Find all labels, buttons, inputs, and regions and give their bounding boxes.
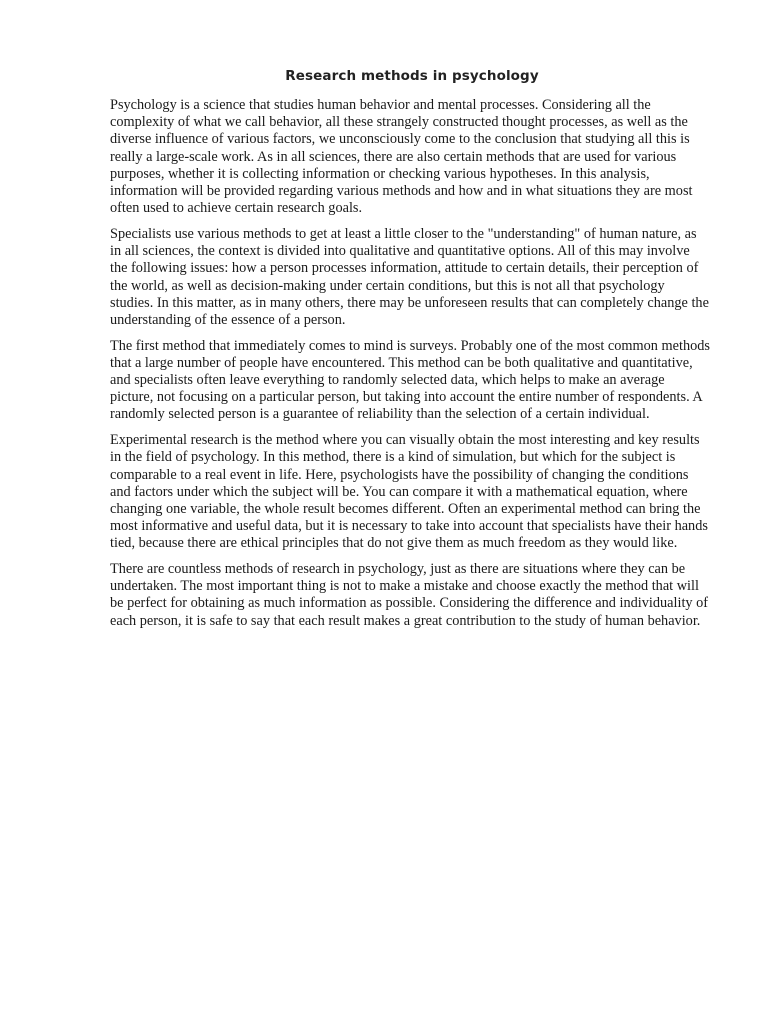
document-title: Research methods in psychology: [285, 68, 539, 84]
paragraph-specialists: Specialists use various methods to get at least a little closer to the "understanding" of human nature, as in all sciences, the context is divided into qualitative and quantitative options. All of this may involve the following issues: how a person processes information, attitude to certain details, their perception of the world, as well as decision-making under certain conditions, but this is not all that psychology studies. In this matter, as in many others, there may be unforeseen results that can completely change the understanding of the essence of a person.: [110, 225, 709, 328]
paragraph-surveys: The first method that immediately comes to mind is surveys. Probably one of the most common methods that a large number of people have encountered. This method can be both qualitative and quantitative, and specialists often leave everything to randomly selected data, which helps to make an average picture, not focusing on a particular person, but taking into account the entire number of respondents. A randomly selected person is a guarantee of reliability than the selection of a certain individual.: [110, 337, 710, 423]
paragraph-experimental: Experimental research is the method where you can visually obtain the most interesting and key results in the field of psychology. In this method, there is a kind of simulation, but which for the subject is comparable to a real event in life. Here, psychologists have the possibility of changing the conditions and factors under which the subject will be. You can compare it with a mathematical equation, where changing one variable, the whole result becomes different. Often an experimental method can bring the most informative and useful data, but it is necessary to take into account that specialists have their hands tied, because there are ethical principles that do not give them as much freedom as they would like.: [110, 432, 708, 552]
document-body: [110, 97, 710, 638]
paragraph-conclusion: There are countless methods of research in psychology, just as there are situations where they can be undertaken. The most important thing is not to make a mistake and choose exactly the method that will be perfect for obtaining as much information as possible. Considering the difference and individuality of each person, it is safe to say that each result makes a great contribution to the study of human behavior.: [110, 561, 709, 629]
paragraph-intro: Psychology is a science that studies human behavior and mental processes. Considering all the complexity of what we call behavior, all these strangely constructed thought processes, as well as the diverse influence of various factors, we unconsciously come to the conclusion that studying all this is really a large-scale work. As in all sciences, there are also certain methods that are used for various purposes, whether it is collecting information or checking various hypotheses. In this analysis, information will be provided regarding various methods and how and in what situations they are most often used to achieve certain research goals.: [110, 97, 693, 217]
